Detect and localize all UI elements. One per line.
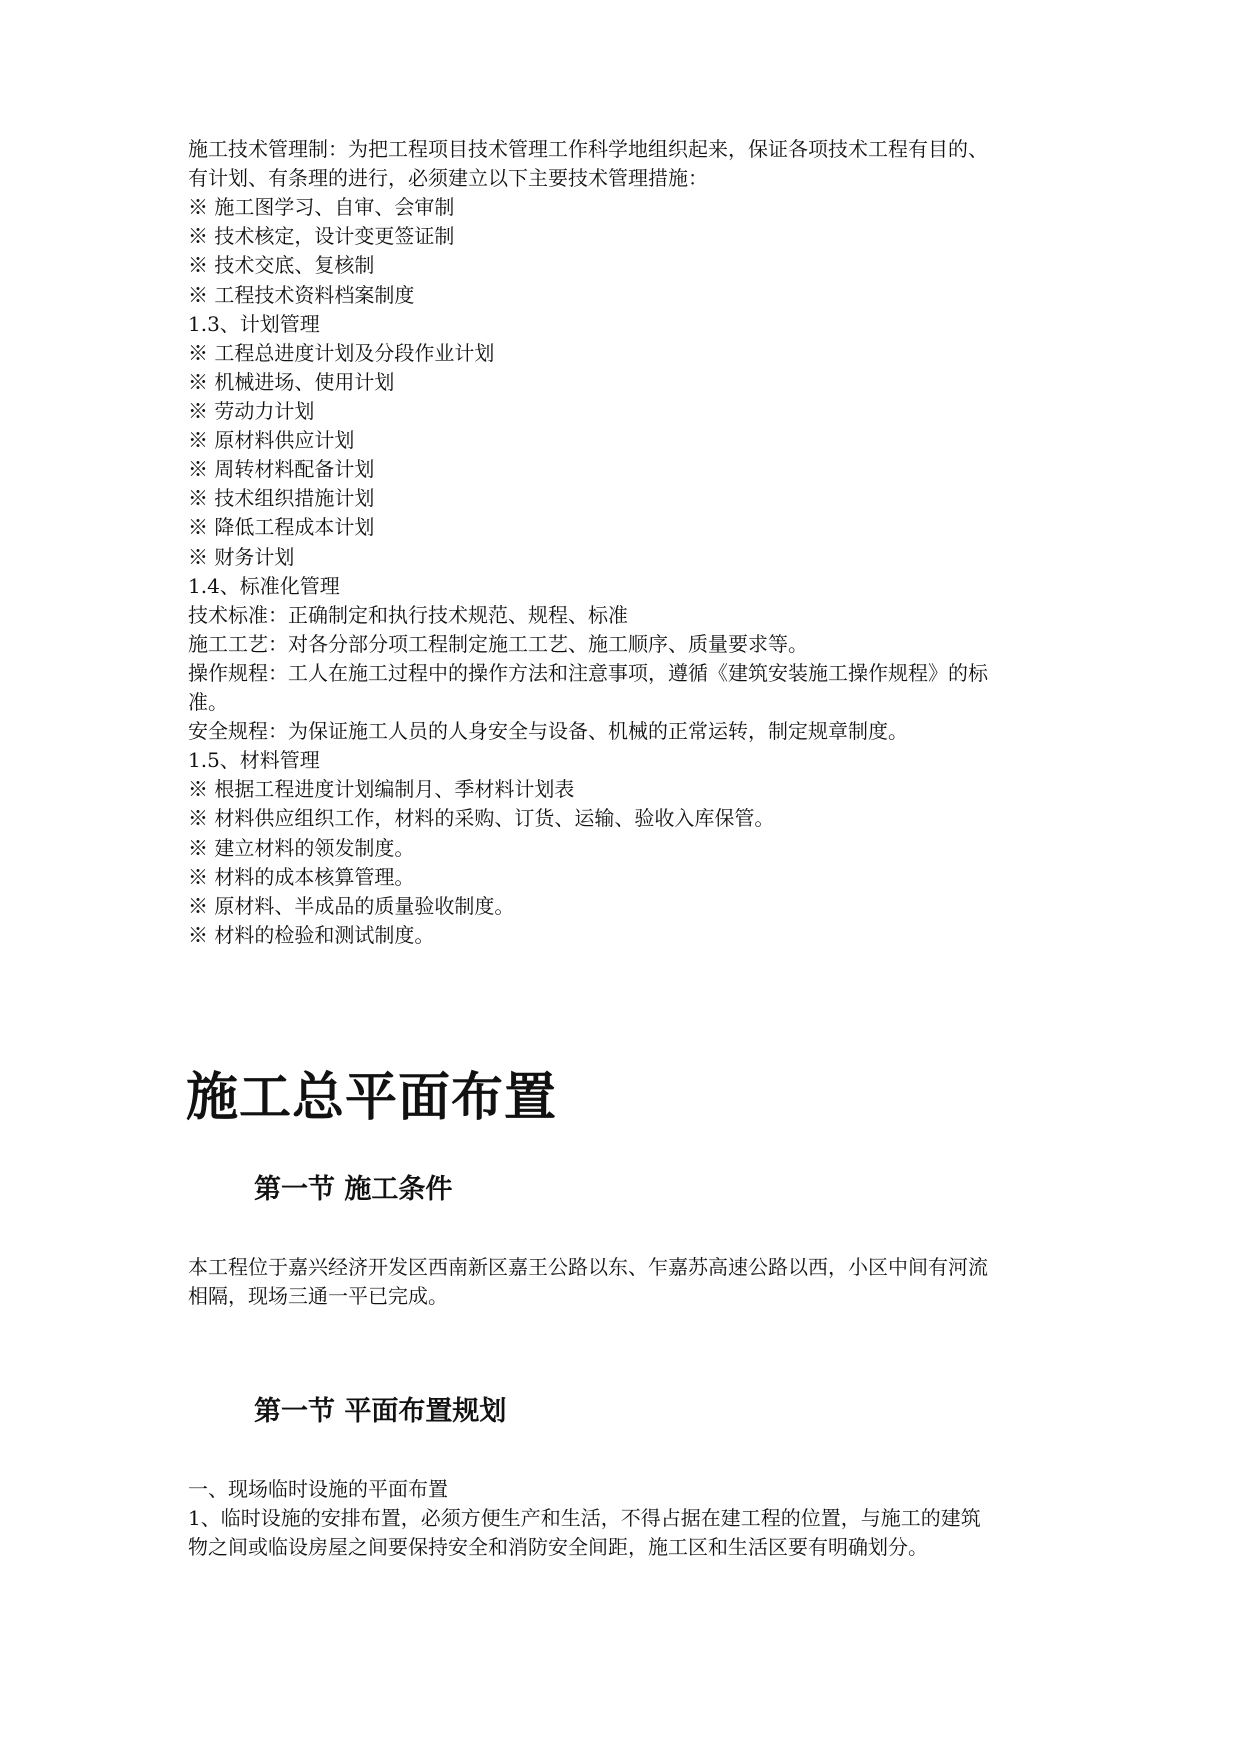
- layout-line-2: 1、临时设施的安排布置，必须方便生产和生活，不得占据在建工程的位置，与施工的建筑: [188, 1506, 981, 1530]
- plan-item: ※ 工程总进度计划及分段作业计划: [188, 341, 495, 365]
- tech-item: ※ 施工图学习、自审、会审制: [188, 195, 455, 219]
- section-heading-layout: 第一节 平面布置规划: [254, 1396, 507, 1427]
- intro-line-1: 施工技术管理制：为把工程项目技术管理工作科学地组织起来，保证各项技术工程有目的、: [188, 137, 988, 161]
- material-item: ※ 材料的检验和测试制度。: [188, 923, 435, 947]
- plan-item: ※ 劳动力计划: [188, 399, 315, 423]
- intro-line-2: 有计划、有条理的进行，必须建立以下主要技术管理措施：: [188, 166, 708, 190]
- material-item: ※ 建立材料的领发制度。: [188, 836, 415, 860]
- section-heading-conditions: 第一节 施工条件: [254, 1174, 453, 1205]
- layout-line-3: 物之间或临设房屋之间要保持安全和消防安全间距，施工区和生活区要有明确划分。: [188, 1535, 928, 1559]
- conditions-line-1: 本工程位于嘉兴经济开发区西南新区嘉王公路以东、乍嘉苏高速公路以西，小区中间有河流: [188, 1255, 988, 1279]
- standard-line: 安全规程：为保证施工人员的人身安全与设备、机械的正常运转，制定规章制度。: [188, 719, 908, 743]
- plan-item: ※ 财务计划: [188, 545, 295, 569]
- main-heading: 施工总平面布置: [186, 1068, 558, 1128]
- material-item: ※ 材料的成本核算管理。: [188, 865, 415, 889]
- standard-line: 技术标准：正确制定和执行技术规范、规程、标准: [188, 603, 628, 627]
- material-item: ※ 原材料、半成品的质量验收制度。: [188, 894, 515, 918]
- layout-line-1: 一、现场临时设施的平面布置: [188, 1477, 448, 1501]
- conditions-line-2: 相隔，现场三通一平已完成。: [188, 1284, 448, 1308]
- plan-item: ※ 机械进场、使用计划: [188, 370, 395, 394]
- plan-item: ※ 原材料供应计划: [188, 428, 355, 452]
- standard-line: 操作规程：工人在施工过程中的操作方法和注意事项，遵循《建筑安装施工操作规程》的标: [188, 661, 988, 685]
- section-1-4-title: 1.4、标准化管理: [188, 574, 340, 598]
- standard-line: 施工工艺：对各分部分项工程制定施工工艺、施工顺序、质量要求等。: [188, 632, 808, 656]
- material-item: ※ 根据工程进度计划编制月、季材料计划表: [188, 777, 575, 801]
- section-1-5-title: 1.5、材料管理: [188, 748, 320, 772]
- plan-item: ※ 降低工程成本计划: [188, 515, 375, 539]
- tech-item: ※ 技术核定，设计变更签证制: [188, 224, 455, 248]
- standard-line: 准。: [188, 690, 228, 714]
- material-item: ※ 材料供应组织工作，材料的采购、订货、运输、验收入库保管。: [188, 806, 775, 830]
- tech-item: ※ 技术交底、复核制: [188, 253, 375, 277]
- plan-item: ※ 周转材料配备计划: [188, 457, 375, 481]
- plan-item: ※ 技术组织措施计划: [188, 486, 375, 510]
- tech-item: ※ 工程技术资料档案制度: [188, 283, 415, 307]
- section-1-3-title: 1.3、计划管理: [188, 312, 320, 336]
